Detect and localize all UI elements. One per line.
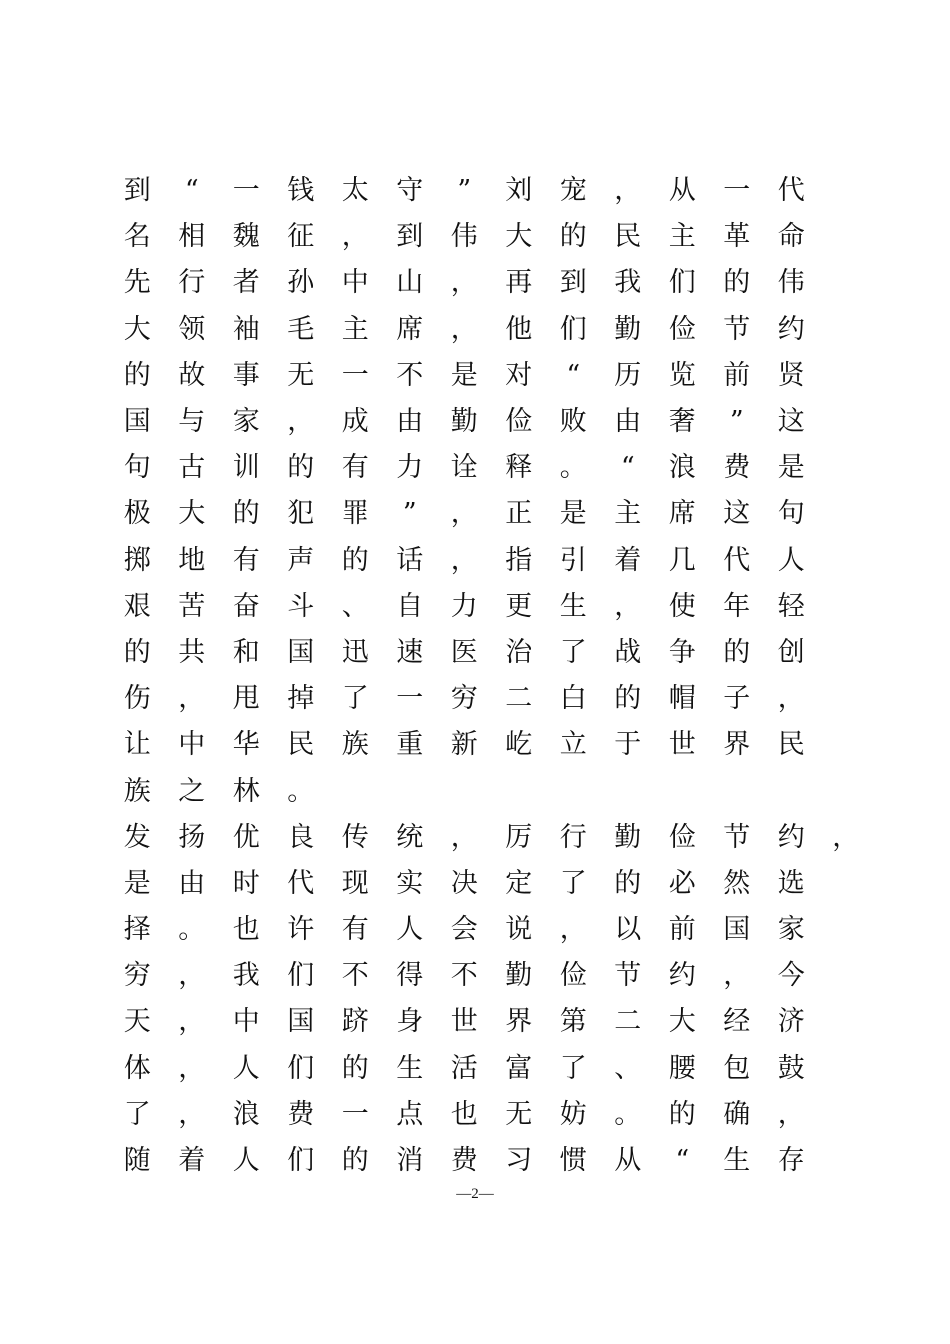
text-line: 伤 ， 甩 掉 了 一 穷 二 白 的 帽 子 ，: [123, 683, 805, 715]
text-line: 句 古 训 的 有 力 诠 释 。 “ 浪 费 是: [123, 452, 805, 484]
text-line: 的 共 和 国 迅 速 医 治 了 战 争 的 创: [123, 636, 805, 668]
text-line: 是 由 时 代 现 实 决 定 了 的 必 然 选: [123, 867, 805, 899]
text-line: 国 与 家 ， 成 由 勤 俭 败 由 奢 ” 这: [123, 406, 805, 438]
body-text: [110, 168, 870, 1184]
text-line: 体 ， 人 们 的 生 活 富 了 、 腰 包 鼓: [123, 1052, 805, 1084]
text-line: 天 ， 中 国 跻 身 世 界 第 二 大 经 济: [123, 1006, 805, 1038]
text-line: 名 相 魏 征 ， 到 伟 大 的 民 主 革 命: [123, 221, 805, 253]
text-line: 极 大 的 犯 罪 ” ， 正 是 主 席 这 句: [123, 498, 805, 530]
text-line: 艰 苦 奋 斗 、 自 力 更 生 ， 使 年 轻: [123, 590, 805, 622]
text-line: 族 之 林 。: [123, 775, 315, 807]
text-line: 掷 地 有 声 的 话 ， 指 引 着 几 代 人: [123, 544, 805, 576]
page-number: —2—: [456, 1186, 494, 1202]
text-line: 了 ， 浪 费 一 点 也 无 妨 。 的 确 ，: [123, 1098, 805, 1130]
text-line: 择 。 也 许 有 人 会 说 ， 以 前 国 家: [123, 914, 805, 946]
text-line: 发 扬 优 良 传 统 ， 厉 行 勤 俭 节 约 ，: [123, 821, 860, 853]
text-line: 先 行 者 孙 中 山 ， 再 到 我 们 的 伟: [123, 267, 805, 299]
text-line: 随 着 人 们 的 消 费 习 惯 从 “ 生 存: [123, 1145, 805, 1177]
text-line: 的 故 事 无 一 不 是 对 “ 历 览 前 贤: [123, 359, 805, 391]
text-line: 大 领 袖 毛 主 席 ， 他 们 勤 俭 节 约: [123, 313, 805, 345]
text-line: 穷 ， 我 们 不 得 不 勤 俭 节 约 ， 今: [123, 960, 805, 992]
text-line: 到 “ 一 钱 太 守 ” 刘 宠 ， 从 一 代: [123, 175, 805, 207]
text-line: 让 中 华 民 族 重 新 屹 立 于 世 界 民: [123, 729, 805, 761]
